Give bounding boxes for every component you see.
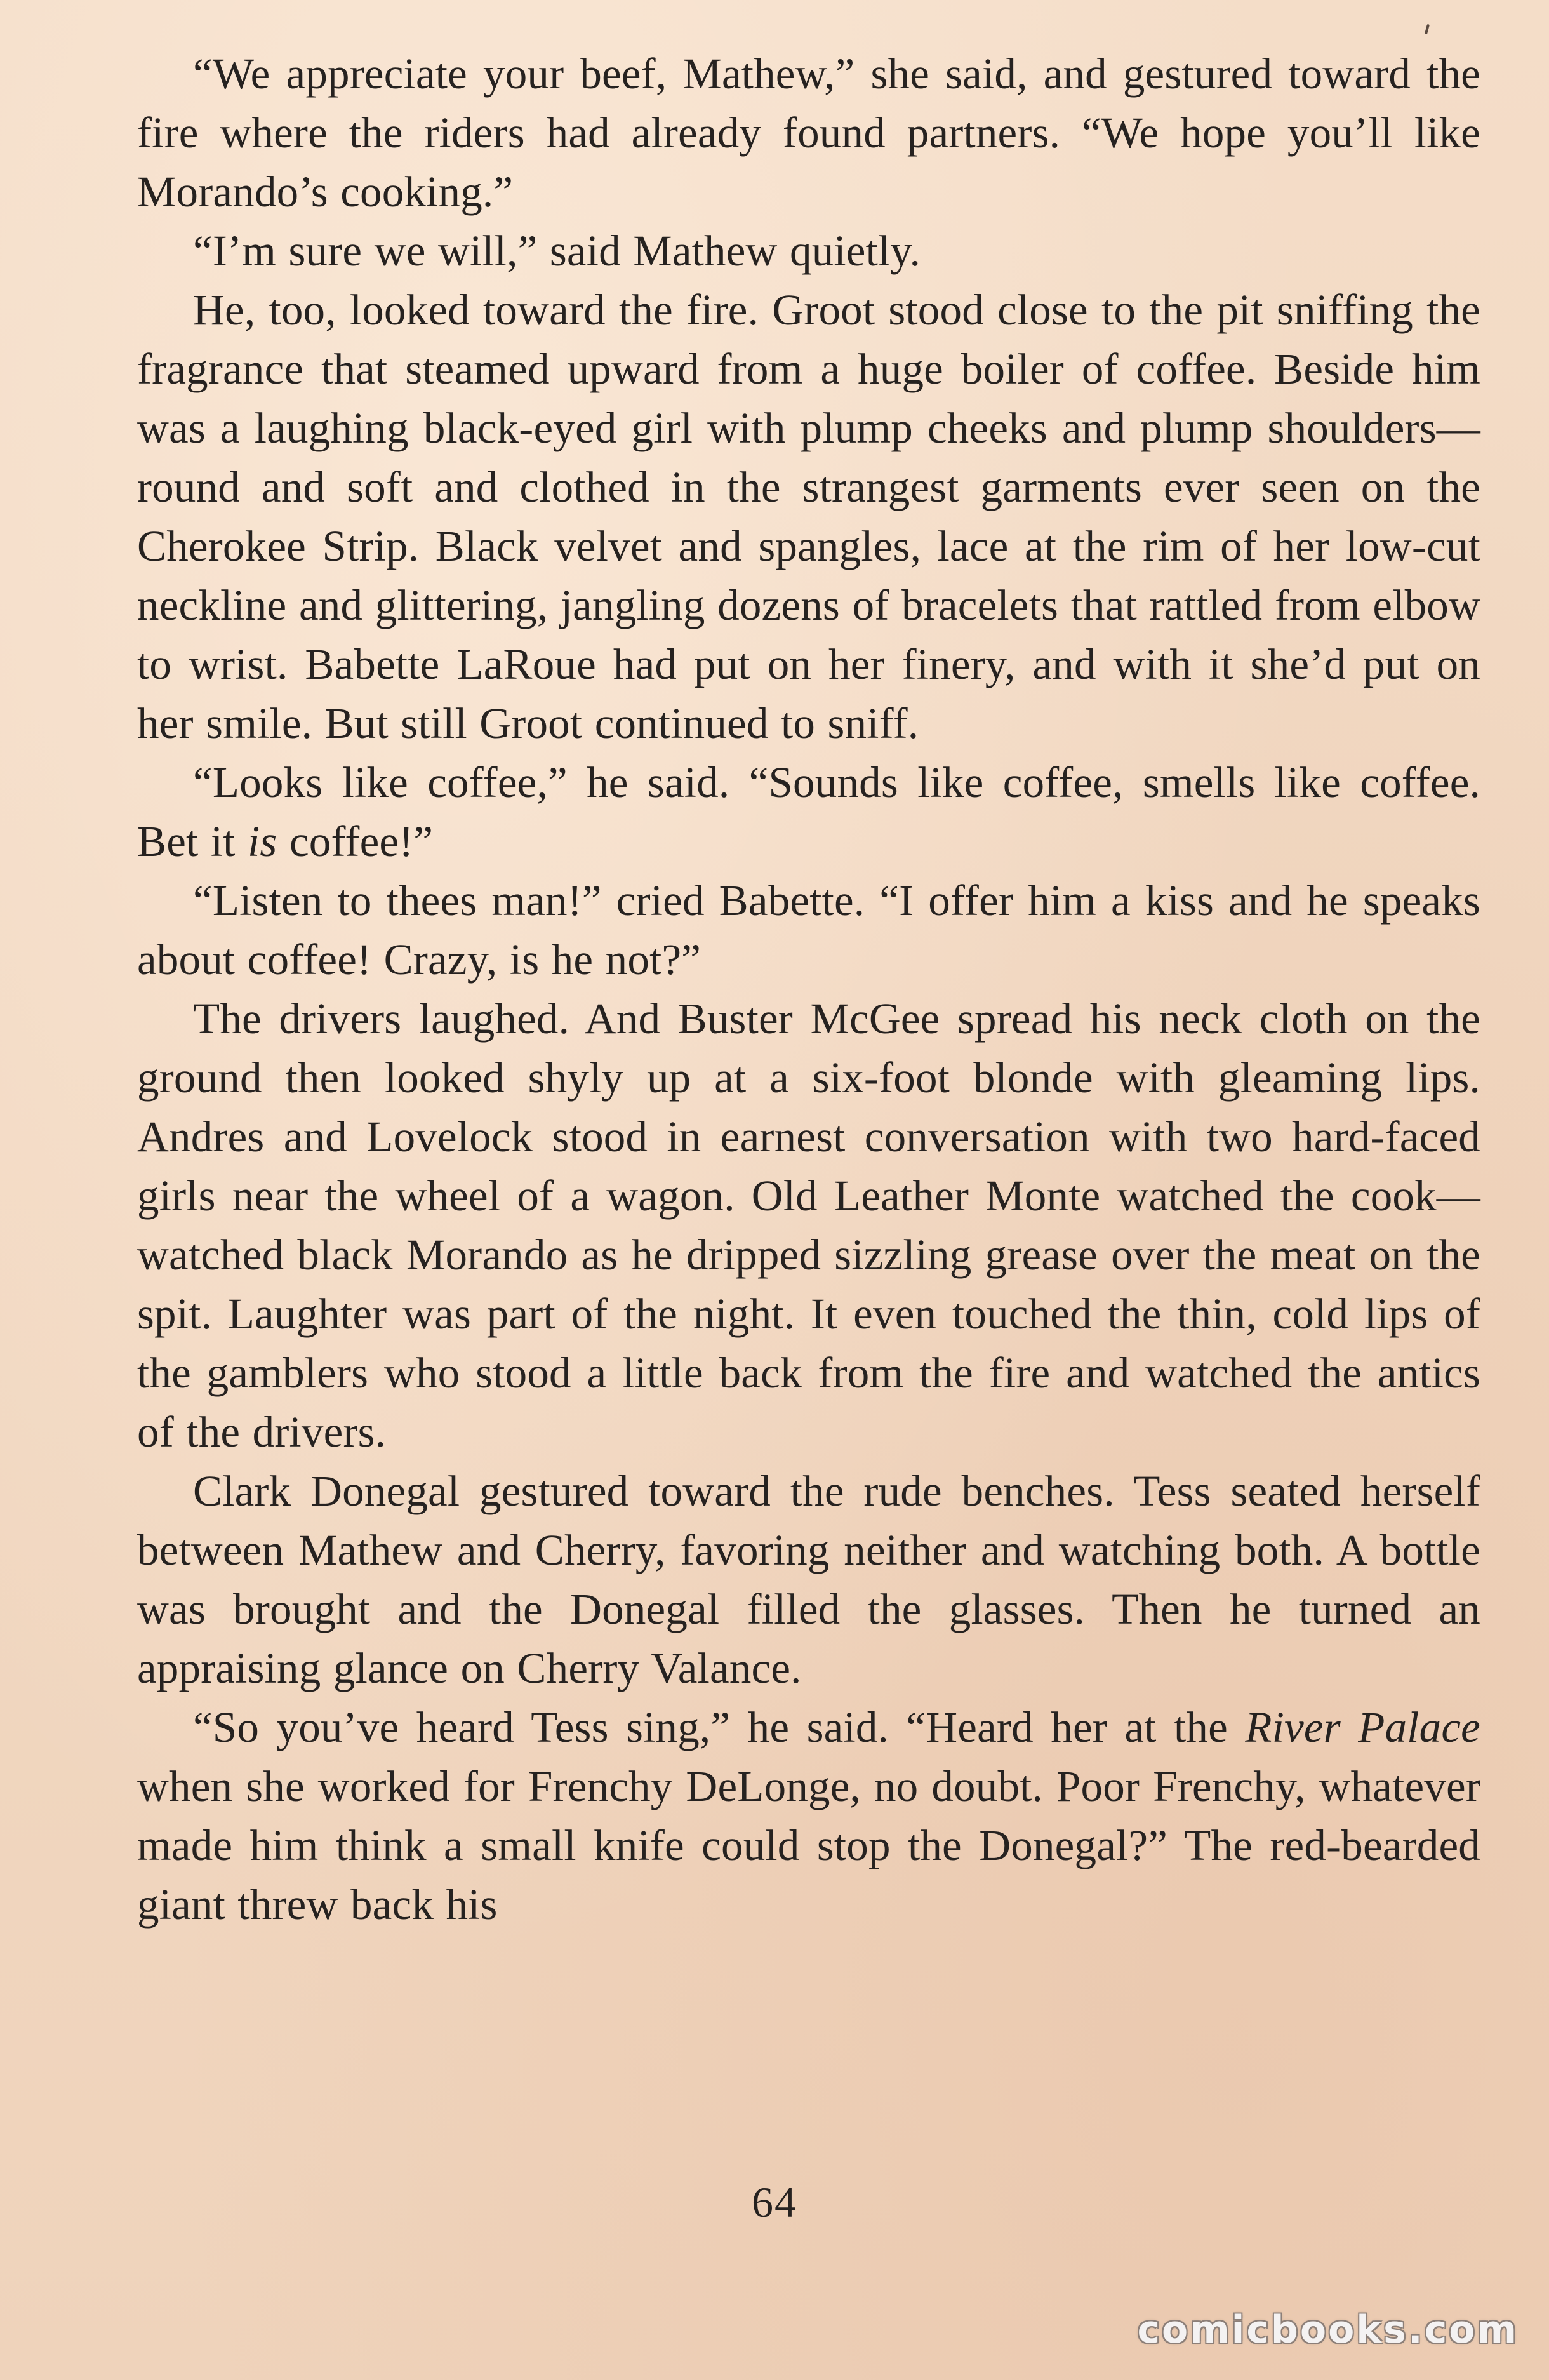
paragraph-listen-babette: “Listen to thees man!” cried Babette. “I offer him a kiss and he speaks about coffee! Crazy, is he not?” [137,876,1480,984]
text-run: “So you’ve heard Tess sing,” he said. “Heard her at the [193,1703,1246,1751]
paragraph-looks-like-coffee [137,753,1480,871]
watermark-logo: comicbooks.com [1137,2308,1519,2352]
paragraph-sure-we-will: “I’m sure we will,” said Mathew quietly. [193,227,921,275]
paragraph-drivers-laughed: The drivers laughed. And Buster McGee spread his neck cloth on the ground then looked shyly up at a six-foot blonde with gleaming lips. Andres and Lovelock stood in earnest conversation with two hard-faced girls near the wheel of a wagon. Old Leather Monte watched the cook—watched black Morando as he dripped sizzling grease over the meat on the spit. Laughter was part of the night. It even touched the thin, cold lips of the gamblers who stood a little back from the fire and watched the antics of the drivers. [137,994,1480,1456]
paragraph-clark-donegal: Clark Donegal gestured toward the rude benches. Tess seated herself between Mathew and Cherry, favoring neither and watching both. A bottle was brought and the Donegal filled the glasses. Then he turned an appraising glance on Cherry Valance. [137,1467,1480,1692]
book-page-text [137,44,1480,2229]
italic-emphasis: is [248,817,277,866]
paragraph-beef: “We appreciate your beef, Mathew,” she said, and gestured toward the fire where the riders had already found partners. “We hope you’ll like Morando’s cooking.” [137,50,1480,216]
text-run: coffee!” [277,817,434,866]
page-number: 64 [752,2178,797,2226]
paper-speck [1425,24,1430,34]
paragraph-tess-sing [137,1698,1480,1934]
text-run: “Looks like coffee,” he said. “Sounds like coffee, smells like coffee. Bet it [137,758,1480,866]
paragraph-groot-coffee: He, too, looked toward the fire. Groot stood close to the pit sniffing the fragrance that steamed upward from a huge boiler of coffee. Beside him was a laughing black-eyed girl with plump cheeks and plump shoulders—round and soft and clothed in the strangest garments ever seen on the Cherokee Strip. Black velvet and spangles, lace at the rim of her low-cut neckline and glittering, jangling dozens of bracelets that rattled from elbow to wrist. Babette LaRoue had put on her finery, and with it she’d put on her smile. But still Groot continued to sniff. [137,286,1480,747]
text-run: when she worked for Frenchy DeLonge, no doubt. Poor Frenchy, whatever made him think a small knife could stop the Donegal?” The red-bearded giant threw back his [137,1762,1480,1929]
italic-emphasis: River Palace [1245,1703,1480,1751]
